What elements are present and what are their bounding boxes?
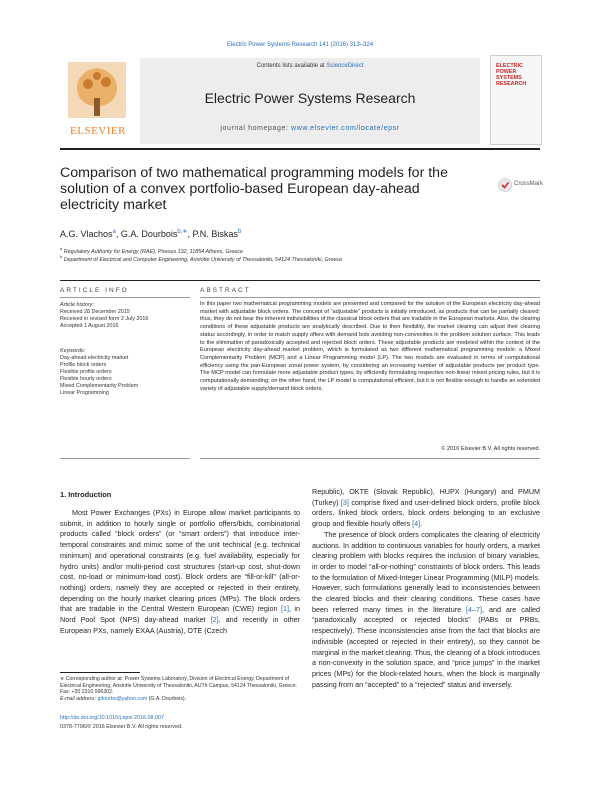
history-item: Received 28 December 2015 xyxy=(60,309,130,315)
homepage-prefix: journal homepage: xyxy=(220,125,292,132)
author-sup[interactable]: b xyxy=(237,229,242,235)
email-line xyxy=(60,696,300,703)
author-name: A.G. Vlachos xyxy=(60,229,113,239)
history-heading: Article history: xyxy=(60,302,94,308)
paragraph-text: Republic), OKTE (Slovak Republic), HUPX (Hungary) and PMUM (Turkey) xyxy=(312,487,540,507)
keyword: Flexible hourly orders xyxy=(60,376,112,382)
info-rule xyxy=(60,297,190,298)
paragraph-text: , in Nord Pool Spot (NPS) day-ahead market xyxy=(60,604,300,625)
paragraph-text: , and are called “paradoxically accepted or rejected blocks” (PABs or PRBs, respectively). These inconsistencies arise from the fact that blocks are indivisible (accepted or rejected in their entirety), so they cannot be marginal in the market clearing. Thus, the clearing of a block introduces a non-convexity in the solution space, and “price jumps” in the market prices (MPs) for the block-related hours, when the block is marginally passing from an “accepted” to a “rejected” status and inversely. xyxy=(312,604,541,689)
sciencedirect-link[interactable]: ScienceDirect xyxy=(326,63,364,69)
abstract-rule xyxy=(200,297,540,298)
paragraph-text: comprise fixed and user-defined block orders, profile block orders, linked block orders, block orders belonging to an exclusive group and flexible hourly offers xyxy=(312,497,540,529)
issn-line: 0378-7796/© 2016 Elsevier B.V. All rights reserved. xyxy=(60,724,183,730)
section-heading: 1. Introduction xyxy=(60,490,112,499)
keyword: Day-ahead electricity market xyxy=(60,355,129,361)
author-name: P.N. Biskas xyxy=(192,229,238,239)
email-link[interactable]: gdourbo@yahoo.com xyxy=(97,695,148,702)
citation-link[interactable]: [4–7] xyxy=(466,604,483,614)
citation-link[interactable]: [4] xyxy=(412,519,421,529)
email-suffix: (G.A. Dourbois). xyxy=(147,695,187,702)
doi-link[interactable]: http://dx.doi.org/10.1016/j.epsr.2016.08.007 xyxy=(60,715,164,721)
corresponding-author-note xyxy=(60,676,300,702)
header-rule xyxy=(60,148,540,150)
homepage-link[interactable]: www.elsevier.com/locate/epsr xyxy=(291,125,400,132)
journal-reference[interactable]: Electric Power Systems Research 141 (2016) 313–324 xyxy=(226,42,374,48)
keyword: Linear Programming xyxy=(60,390,109,396)
paragraph xyxy=(312,530,540,691)
abstract-label: ABSTRACT xyxy=(200,287,251,294)
author-name: G.A. Dourbois xyxy=(120,229,178,239)
affiliation-sup: a xyxy=(60,246,63,251)
contents-line xyxy=(140,63,480,69)
affiliation-text: Regulatory Authority for Energy (RAE), Pireous 132, 11854 Athens, Greece xyxy=(63,248,244,255)
author-list: A.G. Vlachos$^a$, G.A. Dourbois$^{b,∗}$, P.N. Biskas$^b$ xyxy=(60,229,242,239)
body-column-right xyxy=(312,487,540,690)
section-rule xyxy=(60,280,540,281)
keyword: Mixed Complementarity Problem xyxy=(60,383,139,389)
abstract-bottom-rule xyxy=(200,458,540,459)
paragraph-text: , and recently in other European PXs, namely EXAA (Austria), OTE (Czech xyxy=(60,615,301,635)
citation-link[interactable]: [3] xyxy=(340,497,349,507)
affiliation-text: Department of Electrical and Computer Engineering, Aristotle University of Thessaloniki, 54124 Thessaloniki, Greece xyxy=(63,256,343,263)
history-item: Accepted 1 August 2016 xyxy=(60,323,119,329)
abstract-copyright: © 2016 Elsevier B.V. All rights reserved. xyxy=(441,446,540,452)
crossmark-badge[interactable] xyxy=(498,178,544,192)
keyword: Profile block orders xyxy=(60,362,107,368)
citation-link[interactable]: [2] xyxy=(210,615,219,625)
publisher-name: ELSEVIER xyxy=(70,125,126,137)
footnote-text: ∗ Corresponding author at: Power Systems Laboratory, Division of Electrical Energy, Department of Electrical Engineering, Aristotle University of Thessaloniki, AUTh Campus, 54124 Thessaloniki, Greece. Fax: +30 2310 996302. xyxy=(60,676,298,696)
affiliation xyxy=(60,254,520,263)
citation-link[interactable]: [1] xyxy=(280,604,289,614)
info-bottom-rule xyxy=(60,458,190,459)
history-item: Received in revised form 2 July 2016 xyxy=(60,316,149,322)
keyword: Flexible profile orders xyxy=(60,369,112,375)
author-sup[interactable]: b,∗ xyxy=(177,229,188,235)
contents-prefix: Contents lists available at xyxy=(256,63,327,69)
keywords-heading: Keywords: xyxy=(60,348,86,354)
cover-title: ELECTRIC POWER SYSTEMS RESEARCH xyxy=(496,63,527,87)
crossmark-icon xyxy=(498,178,512,192)
paragraph xyxy=(312,487,540,530)
abstract-text: In this paper two mathematical programming models are presented and compared for the solution of the European electricity day-ahead market with adjustable block orders. The concept of “adjustable” products is initially introduced, as products that can be partially cleared; thus, they do not bear the inherent indivisibilities of the classical block orders that are tradable in the European markets. Also, the clearing conditions of these adjustable products are analytically described. Due to their flexibility, the market clearing can adjust their clearing status accordingly, in order to match supply offers with demand bids avoiding non-convexities in the problem solution surface. This leads to the elimination of paradoxically accepted and rejected block orders. These adjustable products are modeled within the context of the European electricity day-ahead market problem, which is formulated as two different mathematical programming models: a Mixed Complementarity Problem (MCP) and a Linear Programming model (LP). The two models are evaluated in terms of computational efficiency using the pan-European zonal power system, by considering an increasing number of adjustable products per product type. The MCP model can formulate more adjustable product types, by efficiently formulating respective non-linear mixed pricing rules, but it is computationally demanding; on the other hand, the LP model is computational efficient, but it is not flexible enough to handle an extended variety of adjustable supply/demand block orders. xyxy=(200,301,541,392)
paragraph-text: The presence of block orders complicates the clearing of electricity auctions. In addition to continuous variables for hourly orders, a market clearing problem with blocks requires the inclusion of binary variables, in order to model “all-or-nothing” constraints of block orders. This leads to the formulation of Mixed-Integer Linear Programming (MILP) models. However, such formulations generally lead to inconsistencies between the cleared blocks and their clearing conditions. These cases have been referred many times in the literature xyxy=(312,529,540,614)
body-column-left xyxy=(60,508,300,636)
article-info-label: ARTICLE INFO xyxy=(60,287,129,294)
email-prefix: E-mail address: xyxy=(60,695,98,702)
article-history xyxy=(60,302,190,330)
affiliation-sup: b xyxy=(60,254,63,259)
paragraph-text: Most Power Exchanges (PXs) in Europe allow market participants to submit, in addition to hourly single or portfolio offers/bids, combinatorial products called “block orders” (or “smart orders”) that introduce inter-temporal constraints and mimic some of the unit technical (e.g. technical minimum) and operational constraints (e.g. fuel availability, especially for hydro units) and/or multi-period cost structures (start-up cost, shut-down cost, no-load or minimum-load cost). Block orders are “fill-or-kill” (all-or-nothing) orders, namely they are accepted or rejected in their entirety, depending on the hourly market clearing prices (MPs). The block orders that are tradable in the Central Western European (CWE) region xyxy=(60,508,300,614)
author-sup[interactable]: a xyxy=(112,229,116,235)
journal-title: Electric Power Systems Research xyxy=(204,90,416,106)
journal-homepage xyxy=(140,125,480,132)
keywords xyxy=(60,348,190,397)
crossmark-label: CrossMark xyxy=(514,181,544,187)
paper-title: Comparison of two mathematical programming models for the solution of a convex portfolio-based European day-ahead electricity market xyxy=(60,165,448,213)
footnote-rule xyxy=(60,672,140,673)
paragraph-text: . xyxy=(420,519,423,529)
